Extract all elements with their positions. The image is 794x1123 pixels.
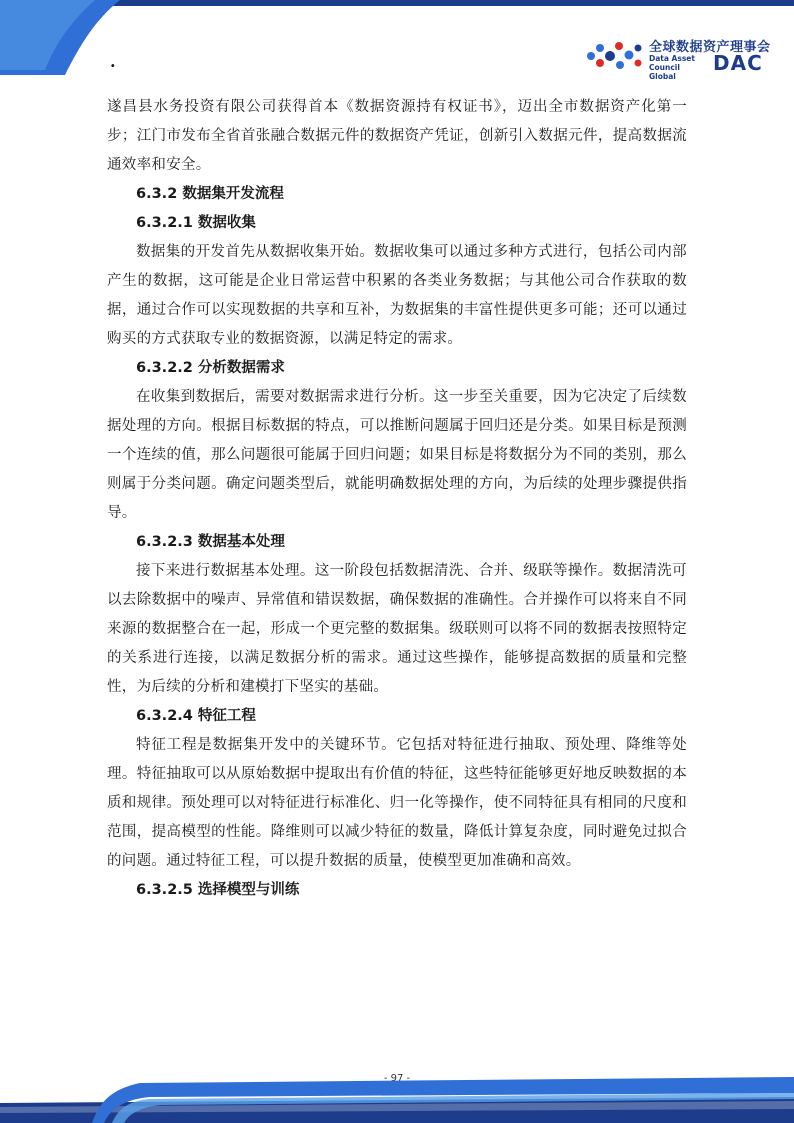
paragraph-6-3-2-3: 接下来进行数据基本处理。这一阶段包括数据清洗、合并、级联等操作。数据清洗可以去除数据中的噪声、异常值和错误数据，确保数据的准确性。合并操作可以将来自不同来源的数据整合在一起，形成一个更完整的数据集。级联则可以将不同的数据表按照特定的关系进行连接，以满足数据分析的需求。通过这些操作，能够提高数据的质量和完整性，为后续的分析和建模打下坚实的基础。 bbox=[107, 563, 687, 695]
heading-6-3-2: 6.3.2 数据集开发流程 bbox=[136, 186, 284, 202]
logo-english-line1: Data Asset bbox=[649, 54, 695, 63]
paragraph-6-3-2-4: 特征工程是数据集开发中的关键环节。它包括对特征进行抽取、预处理、降维等处理。特征抽取可以从原始数据中提取出有价值的特征，这些特征能够更好地反映数据的本质和规律。预处理可以对特征进行标准化、归一化等操作，使不同特征具有相同的尺度和范围，提高模型的性能。降维则可以减少特征的数量，降低计算复杂度，同时避免过拟合的问题。通过特征工程，可以提升数据的质量，使模型更加准确和高效。 bbox=[107, 737, 687, 869]
heading-6-3-2-1: 6.3.2.1 数据收集 bbox=[136, 215, 256, 231]
paragraph-6-3-2-2: 在收集到数据后，需要对数据需求进行分析。这一步至关重要，因为它决定了后续数据处理的方向。根据目标数据的特点，可以推断问题属于回归还是分类。如果目标是预测一个连续的值，那么问题很可能属于回归问题；如果目标是将数据分为不同的类别，那么则属于分类问题。确定问题类型后，就能明确数据处理的方向，为后续的处理步骤提供指导。 bbox=[107, 389, 687, 521]
logo-chinese-name: 全球数据资产理事会 bbox=[649, 40, 771, 55]
logo-abbreviation: DAC bbox=[713, 51, 763, 75]
header-dot: . bbox=[110, 52, 116, 71]
heading-6-3-2-5: 6.3.2.5 选择模型与训练 bbox=[136, 882, 300, 898]
document-body bbox=[107, 93, 687, 905]
footer-decoration bbox=[0, 1063, 794, 1123]
heading-6-3-2-2: 6.3.2.2 分析数据需求 bbox=[136, 360, 285, 376]
intro-paragraph: 遂昌县水务投资有限公司获得首本《数据资源持有权证书》，迈出全市数据资产化第一步；江门市发布全省首张融合数据元件的数据资产凭证，创新引入数据元件，提高数据流通效率和安全。 bbox=[107, 99, 687, 173]
heading-6-3-2-3: 6.3.2.3 数据基本处理 bbox=[136, 534, 285, 550]
dac-logo bbox=[585, 34, 785, 81]
heading-6-3-2-4: 6.3.2.4 特征工程 bbox=[136, 708, 256, 724]
paragraph-6-3-2-1: 数据集的开发首先从数据收集开始。数据收集可以通过多种方式进行，包括公司内部产生的数据，这可能是企业日常运营中积累的各类业务数据；与其他公司合作获取的数据，通过合作可以实现数据的共享和互补，为数据集的丰富性提供更多可能；还可以通过购买的方式获取专业的数据资源，以满足特定的需求。 bbox=[107, 244, 687, 347]
logo-dots-icon bbox=[585, 36, 645, 72]
logo-english-name bbox=[649, 54, 709, 81]
logo-english-line2: Council Global bbox=[649, 63, 680, 81]
page-number: - 97 - bbox=[383, 1073, 411, 1084]
